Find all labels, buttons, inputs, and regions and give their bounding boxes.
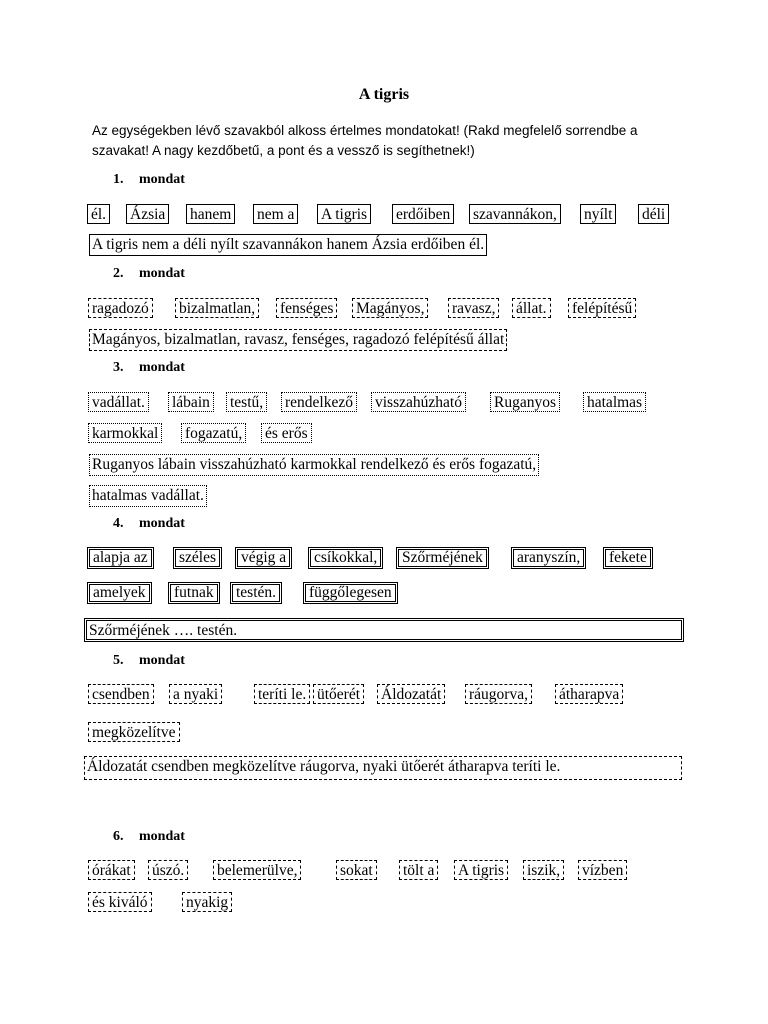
word-tile[interactable]: fenséges	[276, 298, 337, 318]
word-tile[interactable]: tölt a	[399, 860, 438, 880]
word-tile[interactable]: A tigris	[317, 204, 371, 224]
answer-line: Magányos, bizalmatlan, ravasz, fenséges, ragadozó felépítésű állat	[89, 329, 507, 351]
word-tile[interactable]: Áldozatát	[377, 684, 445, 704]
word-tile[interactable]: hanem	[186, 204, 235, 224]
word-tile[interactable]: nem a	[253, 204, 298, 224]
word-tile[interactable]: és erős	[261, 423, 312, 443]
word-tile[interactable]: karmokkal	[88, 423, 162, 443]
word-tile[interactable]: él.	[87, 204, 110, 224]
word-tile[interactable]: testű,	[226, 392, 267, 412]
word-tile[interactable]: déli	[638, 204, 669, 224]
word-tile[interactable]: nyakig	[182, 892, 232, 912]
answer-line-1: Ruganyos lábain visszahúzható karmokkal rendelkező és erős fogazatú,	[89, 454, 539, 476]
word-tile[interactable]: teríti le.	[254, 684, 310, 704]
word-tile[interactable]: átharapva	[555, 684, 623, 704]
word-tile[interactable]: úszó.	[148, 860, 188, 880]
word-tile[interactable]: testén.	[230, 582, 282, 604]
word-tile[interactable]: órákat	[88, 860, 135, 880]
word-tile[interactable]: vízben	[578, 860, 627, 880]
answer-line: A tigris nem a déli nyílt szavannákon hanem Ázsia erdőiben él.	[89, 234, 487, 256]
word-tile[interactable]: Szőrméjének	[396, 547, 489, 569]
word-tile[interactable]: hatalmas	[583, 392, 646, 412]
word-tile[interactable]: csíkokkal,	[308, 547, 383, 569]
word-tile[interactable]: felépítésű	[568, 298, 636, 318]
word-tile[interactable]: amelyek	[87, 582, 152, 604]
answer-line-2: hatalmas vadállat.	[89, 485, 207, 507]
word-tile[interactable]: megközelítve	[88, 722, 180, 742]
word-tile[interactable]: szavannákon,	[469, 204, 561, 224]
word-tile[interactable]: erdőiben	[392, 204, 454, 224]
word-tile[interactable]: belemerülve,	[213, 860, 301, 880]
word-tile[interactable]: ütőerét	[313, 684, 364, 704]
word-tile[interactable]: ravasz,	[448, 298, 499, 318]
answer-line: Szőrméjének …. testén.	[84, 618, 684, 642]
word-tile[interactable]: Ruganyos	[490, 392, 560, 412]
word-tile[interactable]: iszik,	[523, 860, 564, 880]
page-title: A tigris	[358, 86, 410, 103]
section-2-heading: 2. mondat	[113, 266, 185, 281]
word-tile[interactable]: végig a	[235, 547, 292, 569]
word-tile[interactable]: állat.	[512, 298, 551, 318]
section-4-heading: 4. mondat	[113, 516, 185, 531]
word-tile[interactable]: Ázsia	[126, 204, 169, 224]
instructions: Az egységekben lévő szavakból alkoss értelmes mondatokat! (Rakd megfelelő sorrendbe a szavakat! A nagy kezdőbetű, a pont és a vessző is segíthetnek!)	[92, 123, 638, 158]
word-tile[interactable]: A tigris	[454, 860, 508, 880]
answer-line: Áldozatát csendben megközelítve ráugorva, nyaki ütőerét átharapva teríti le.	[84, 756, 682, 780]
word-tile[interactable]: nyílt	[580, 204, 616, 224]
word-tile[interactable]: ragadozó	[88, 298, 153, 318]
word-tile[interactable]: a nyaki	[169, 684, 222, 704]
word-tile[interactable]: ráugorva,	[465, 684, 532, 704]
word-tile[interactable]: csendben	[88, 684, 154, 704]
word-tile[interactable]: függőlegesen	[303, 582, 398, 604]
word-tile[interactable]: visszahúzható	[371, 392, 466, 412]
word-tile[interactable]: aranyszín,	[511, 547, 586, 569]
word-tile[interactable]: széles	[173, 547, 222, 569]
word-tile[interactable]: futnak	[168, 582, 220, 604]
word-tile[interactable]: Magányos,	[352, 298, 428, 318]
word-tile[interactable]: sokat	[336, 860, 377, 880]
word-tile[interactable]: bizalmatlan,	[175, 298, 259, 318]
word-tile[interactable]: fekete	[603, 547, 653, 569]
word-tile[interactable]: alapja az	[87, 547, 154, 569]
section-5-heading: 5. mondat	[113, 653, 185, 668]
word-tile[interactable]: vadállat.	[88, 392, 149, 412]
section-6-heading: 6. mondat	[113, 829, 185, 844]
word-tile[interactable]: lábain	[168, 392, 214, 412]
word-tile[interactable]: rendelkező	[281, 392, 357, 412]
section-1-heading: 1. mondat	[113, 172, 185, 187]
word-tile[interactable]: fogazatú,	[181, 423, 246, 443]
section-3-heading: 3. mondat	[113, 360, 185, 375]
word-tile[interactable]: és kiváló	[88, 892, 152, 912]
